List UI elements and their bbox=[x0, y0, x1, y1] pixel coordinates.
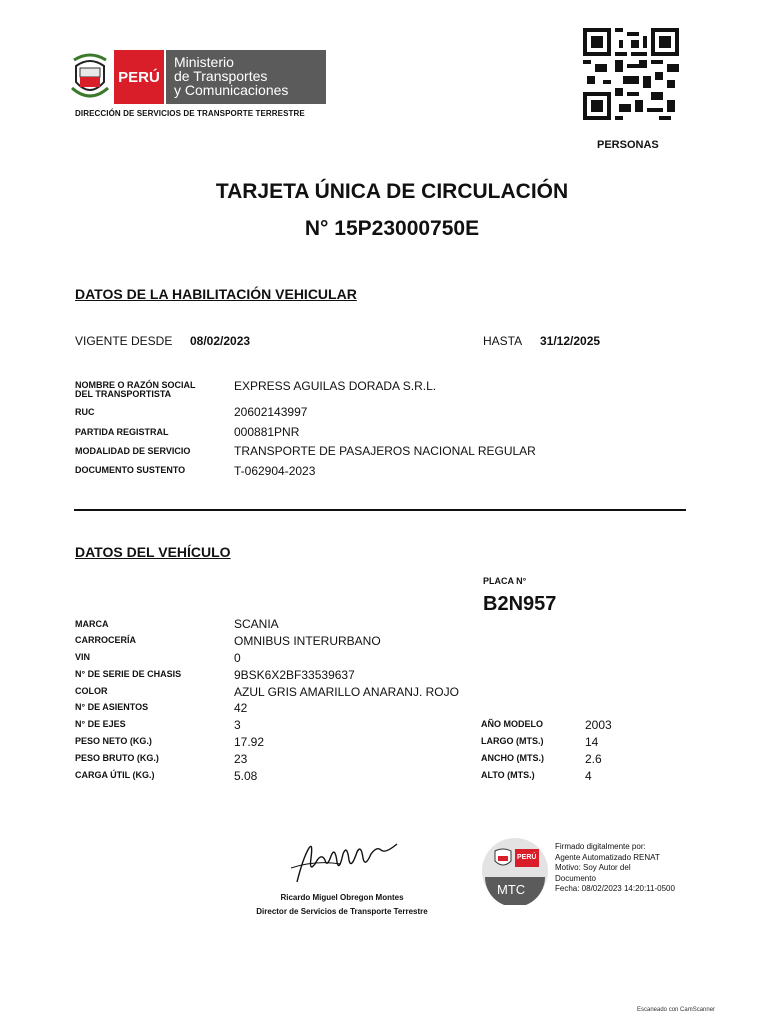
documento-value: T-062904-2023 bbox=[234, 464, 316, 478]
scanner-watermark: Escaneado con CamScanner bbox=[637, 1007, 716, 1013]
field-label: ALTO (MTS.) bbox=[481, 770, 535, 780]
hasta-value: 31/12/2025 bbox=[540, 334, 601, 348]
seal-peru-label: PERÚ bbox=[517, 854, 537, 861]
handwritten-signature-icon bbox=[285, 838, 405, 890]
signer-name: Ricardo Miguel Obregon Montes bbox=[280, 893, 404, 902]
field-label: DOCUMENTO SUSTENTO bbox=[75, 465, 186, 475]
field-label: CARGA ÚTIL (KG.) bbox=[75, 770, 155, 780]
placa-value: B2N957 bbox=[483, 593, 557, 615]
field-value: 3 bbox=[234, 718, 241, 732]
field-label: AÑO MODELO bbox=[481, 719, 543, 729]
field-label: COLOR bbox=[75, 686, 108, 696]
section-heading-habilitacion: DATOS DE LA HABILITACIÓN VEHICULAR bbox=[75, 286, 357, 302]
field-value: OMNIBUS INTERURBANO bbox=[234, 634, 381, 648]
field-value: 2.6 bbox=[585, 752, 602, 766]
field-label: N° DE SERIE DE CHASIS bbox=[75, 669, 182, 679]
hasta-label: HASTA bbox=[483, 334, 523, 348]
field-value: 4 bbox=[585, 769, 592, 783]
digital-line: Fecha: 08/02/2023 14:20:11-0500 bbox=[555, 884, 675, 893]
field-label: MODALIDAD DE SERVICIO bbox=[75, 446, 191, 456]
digital-line: Documento bbox=[555, 873, 596, 883]
ministry-line: Ministerio bbox=[174, 54, 234, 70]
directorate-subheading: DIRECCIÓN DE SERVICIOS DE TRANSPORTE TERRESTRE bbox=[75, 109, 305, 118]
field-value: 2003 bbox=[585, 718, 612, 732]
document-number: N° 15P23000750E bbox=[304, 217, 480, 240]
vigente-label: VIGENTE DESDE bbox=[75, 334, 173, 348]
ruc-value: 20602143997 bbox=[234, 405, 308, 419]
partida-value: 000881PNR bbox=[234, 425, 300, 439]
field-label-line: DEL TRANSPORTISTA bbox=[75, 389, 172, 399]
field-value: SCANIA bbox=[234, 617, 279, 631]
transportista-value: EXPRESS AGUILAS DORADA S.R.L. bbox=[234, 379, 437, 393]
field-label-line: NOMBRE O RAZÓN SOCIAL bbox=[75, 380, 196, 390]
field-label: PESO NETO (KG.) bbox=[75, 736, 152, 746]
field-value: 0 bbox=[234, 651, 241, 665]
field-label: MARCA bbox=[75, 619, 109, 629]
placa-label: PLACA N° bbox=[483, 576, 527, 586]
field-label: LARGO (MTS.) bbox=[481, 736, 544, 746]
field-value: 5.08 bbox=[234, 769, 258, 783]
document-title: TARJETA ÚNICA DE CIRCULACIÓN bbox=[215, 180, 569, 203]
field-label bbox=[75, 381, 196, 399]
ministry-line: y Comunicaciones bbox=[174, 82, 289, 98]
field-value: AZUL GRIS AMARILLO ANARANJ. ROJO bbox=[234, 685, 459, 699]
field-value: 14 bbox=[585, 735, 599, 749]
ministry-line: de Transportes bbox=[174, 68, 268, 84]
modalidad-value: TRANSPORTE DE PASAJEROS NACIONAL REGULAR bbox=[234, 444, 536, 458]
peru-label: PERÚ bbox=[114, 50, 164, 104]
ministry-name bbox=[166, 50, 326, 104]
qr-code-icon bbox=[583, 28, 679, 120]
field-label: N° DE ASIENTOS bbox=[75, 702, 149, 712]
digital-line: Firmado digitalmente por: bbox=[555, 842, 646, 851]
coat-of-arms-icon bbox=[70, 52, 110, 100]
field-label: VIN bbox=[75, 652, 91, 662]
digital-line: Agente Automatizado RENAT bbox=[555, 852, 660, 862]
field-label: RUC bbox=[75, 407, 95, 417]
field-label: PARTIDA REGISTRAL bbox=[75, 427, 169, 437]
field-value: 17.92 bbox=[234, 735, 265, 749]
field-label: CARROCERÍA bbox=[75, 635, 137, 645]
field-label: N° DE EJES bbox=[75, 719, 126, 729]
vigente-value: 08/02/2023 bbox=[190, 334, 251, 348]
signer-role: Director de Servicios de Transporte Terrestre bbox=[256, 907, 428, 916]
digital-line: Motivo: Soy Autor del bbox=[555, 863, 631, 872]
section-heading-vehiculo: DATOS DEL VEHÍCULO bbox=[75, 544, 231, 560]
digital-signature-text bbox=[555, 842, 675, 895]
field-label: ANCHO (MTS.) bbox=[481, 753, 544, 763]
seal-mtc-label: MTC bbox=[497, 882, 526, 897]
ministry-logo bbox=[70, 46, 326, 104]
field-value: 42 bbox=[234, 701, 248, 715]
section-divider bbox=[74, 509, 686, 511]
field-value: 9BSK6X2BF33539637 bbox=[234, 668, 355, 682]
field-value: 23 bbox=[234, 752, 248, 766]
mtc-seal bbox=[481, 837, 549, 905]
field-label: PESO BRUTO (KG.) bbox=[75, 753, 159, 763]
category-label: PERSONAS bbox=[597, 139, 659, 151]
